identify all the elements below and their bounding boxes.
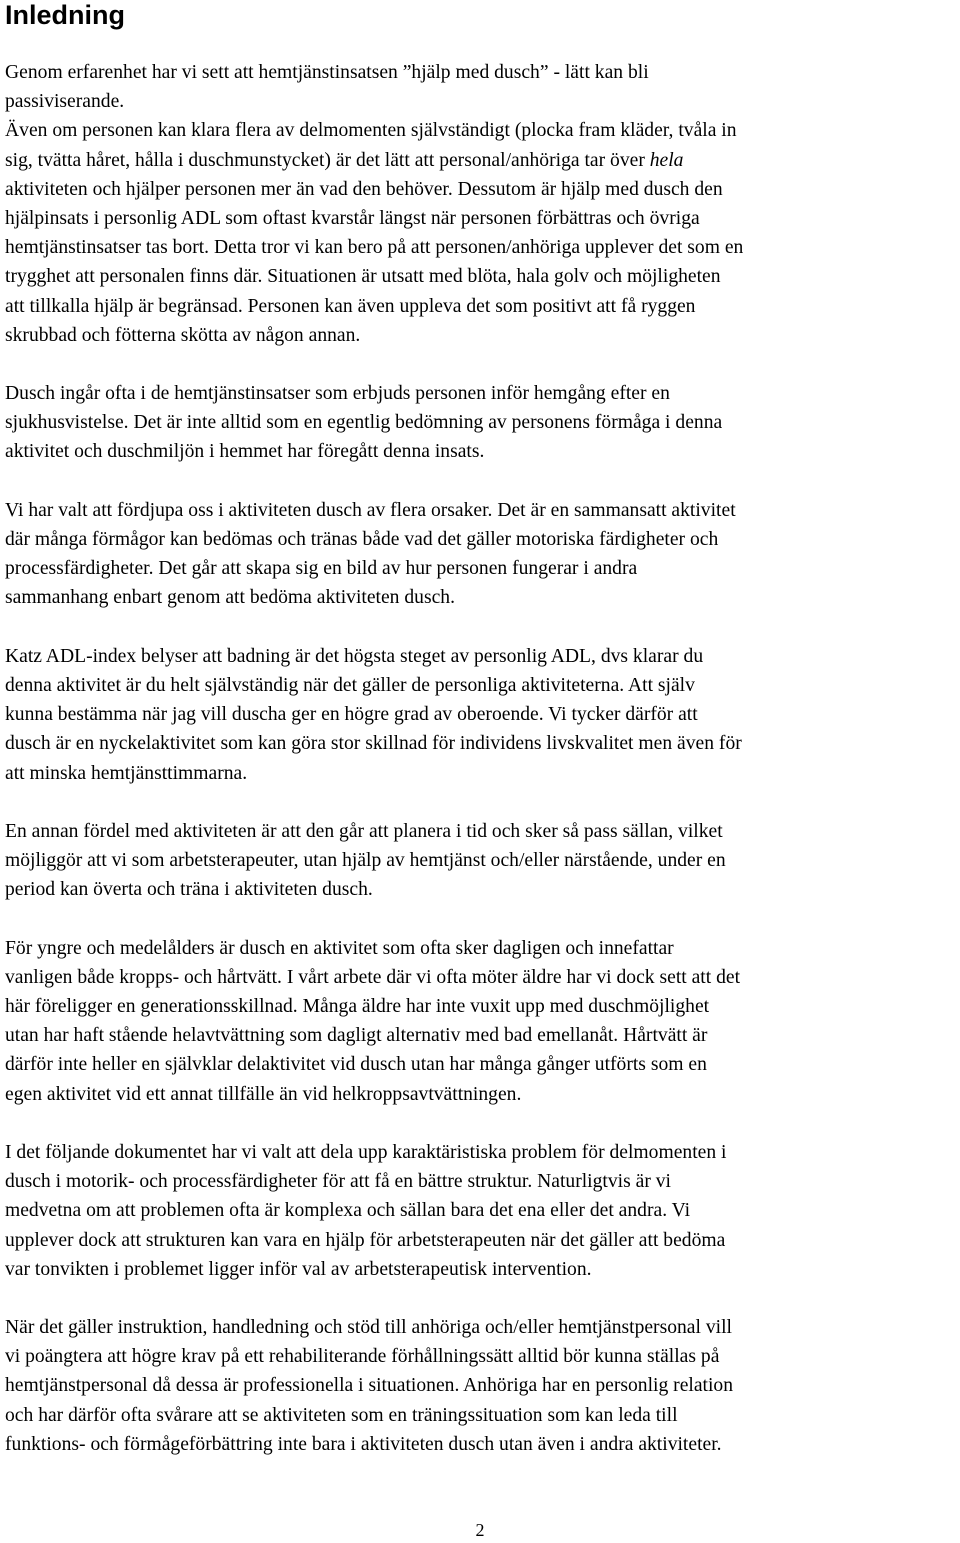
text-line: Dusch ingår ofta i de hemtjänstinsatser som erbjuds personen inför hemgång efter en bbox=[5, 383, 670, 405]
text-line: hemtjänstpersonal då dessa är professionella i situationen. Anhöriga har en personlig relation bbox=[5, 1375, 734, 1397]
text-line: denna aktivitet är du helt självständig när det gäller de personliga aktiviteterna. Att själv bbox=[5, 674, 695, 696]
text-line: När det gäller instruktion, handledning och stöd till anhöriga och/eller hemtjänstpersonal vill bbox=[5, 1317, 732, 1339]
paragraph-spacer bbox=[5, 1284, 957, 1313]
text-line: dusch i motorik- och processfärdigheter för att få en bättre struktur. Naturligtvis är vi bbox=[5, 1171, 671, 1193]
paragraph-spacer bbox=[5, 788, 957, 817]
section-heading: Inledning bbox=[5, 0, 125, 30]
paragraph bbox=[5, 817, 957, 905]
text-line: aktiviteten och hjälper personen mer än vad den behöver. Dessutom är hjälp med dusch den bbox=[5, 178, 723, 200]
text-line: sammanhang enbart genom att bedöma aktiviteten dusch. bbox=[5, 587, 455, 609]
text-line: Vi har valt att fördjupa oss i aktiviteten dusch av flera orsaker. Det är en sammansatt aktivitet bbox=[5, 499, 736, 521]
text-line: medvetna om att problemen ofta är komplexa och sällan bara det ena eller det andra. Vi bbox=[5, 1200, 691, 1222]
paragraph bbox=[5, 496, 957, 613]
text-line: vanligen både kropps- och hårtvätt. I vårt arbete där vi ofta möter äldre har vi dock sett att det bbox=[5, 966, 741, 988]
document-page bbox=[5, 0, 957, 1459]
text-line: För yngre och medelålders är dusch en aktivitet som ofta sker dagligen och innefattar bbox=[5, 937, 674, 959]
body-text bbox=[5, 58, 957, 1459]
text-line: här föreligger en generationsskillnad. Många äldre har inte vuxit upp med duschmöjlighet bbox=[5, 996, 710, 1017]
text-line: passiviserande. bbox=[5, 91, 125, 113]
text-line: hemtjänstinsatser tas bort. Detta tror vi kan bero på att personen/anhöriga upplever det som en bbox=[5, 237, 744, 259]
text-line: att tillkalla hjälp är begränsad. Personen kan även uppleva det som positivt att få ryggen bbox=[5, 295, 696, 317]
text-line: skrubbad och fötterna skötta av någon annan. bbox=[5, 324, 361, 346]
paragraph-spacer bbox=[5, 613, 957, 642]
text-line: där många förmågor kan bedömas och tränas både vad det gäller motoriska färdigheter och bbox=[5, 529, 719, 550]
text-line: upplever dock att strukturen kan vara en hjälp för arbetsterapeuten när det gäller att bedöma bbox=[5, 1229, 726, 1251]
paragraph bbox=[5, 379, 957, 467]
text-line: processfärdigheter. Det går att skapa sig en bild av hur personen fungerar i andra bbox=[5, 558, 638, 580]
text-line: utan har haft stående helavtvättning som dagligt alternativ med bad emellanåt. Hårtvätt är bbox=[5, 1025, 708, 1047]
text-line: därför inte heller en självklar delaktivitet vid dusch utan har många gånger utförts som en bbox=[5, 1054, 707, 1076]
text-line: vi poängtera att högre krav på ett rehabiliterande förhållningssätt alltid bör kunna ställas på bbox=[5, 1346, 720, 1368]
text-line: att minska hemtjänsttimmarna. bbox=[5, 762, 248, 784]
text-line: och har därför ofta svårare att se aktiviteten som en träningssituation som kan leda till bbox=[5, 1404, 678, 1426]
text-line: Genom erfarenhet har vi sett att hemtjänstinsatsen ”hjälp med dusch” - lätt kan bli bbox=[5, 62, 649, 83]
paragraph-spacer bbox=[5, 467, 957, 496]
text-line: kunna bestämma när jag vill duscha ger en högre grad av oberoende. Vi tycker därför att bbox=[5, 704, 698, 726]
paragraph bbox=[5, 642, 957, 788]
text-line: sig, tvätta håret, hålla i duschmunstycket) är det lätt att personal/anhöriga tar över hela bbox=[5, 149, 684, 171]
text-line: aktivitet och duschmiljön i hemmet har föregått denna insats. bbox=[5, 441, 485, 463]
emphasis: hela bbox=[649, 149, 684, 171]
text-line: funktions- och förmågeförbättring inte bara i aktiviteten dusch utan även i andra aktiviteter. bbox=[5, 1433, 722, 1455]
paragraph-spacer bbox=[5, 904, 957, 933]
text-line: period kan överta och träna i aktiviteten dusch. bbox=[5, 879, 373, 901]
text-line: trygghet att personalen finns där. Situationen är utsatt med blöta, hala golv och möjligheten bbox=[5, 266, 721, 288]
paragraph-spacer bbox=[5, 1109, 957, 1138]
text-line: En annan fördel med aktiviteten är att den går att planera i tid och sker så pass sällan, vilket bbox=[5, 820, 723, 842]
text-line: sjukhusvistelse. Det är inte alltid som en egentlig bedömning av personens förmåga i denna bbox=[5, 412, 723, 434]
paragraph bbox=[5, 58, 957, 350]
text-line: dusch är en nyckelaktivitet som kan göra stor skillnad för individens livskvalitet men även för bbox=[5, 733, 742, 755]
text-line: möjliggör att vi som arbetsterapeuter, utan hjälp av hemtjänst och/eller närstående, under en bbox=[5, 850, 726, 872]
paragraph bbox=[5, 1313, 957, 1459]
text-line: Även om personen kan klara flera av delmomenten självständigt (plocka fram kläder, tvåla in bbox=[5, 120, 737, 142]
paragraph-spacer bbox=[5, 350, 957, 379]
text-line: hjälpinsats i personlig ADL som oftast kvarstår längst när personen förbättras och övriga bbox=[5, 207, 700, 229]
text-line: I det följande dokumentet har vi valt att dela upp karaktäristiska problem för delmomenten i bbox=[5, 1141, 727, 1163]
text-line: var tonvikten i problemet ligger inför val av arbetsterapeutisk intervention. bbox=[5, 1258, 592, 1280]
paragraph bbox=[5, 1138, 957, 1284]
text-line: Katz ADL-index belyser att badning är det högsta steget av personlig ADL, dvs klarar du bbox=[5, 645, 704, 667]
page-number: 2 bbox=[475, 1520, 485, 1540]
paragraph bbox=[5, 934, 957, 1109]
text-line: egen aktivitet vid ett annat tillfälle än vid helkroppsavtvättningen. bbox=[5, 1083, 522, 1105]
